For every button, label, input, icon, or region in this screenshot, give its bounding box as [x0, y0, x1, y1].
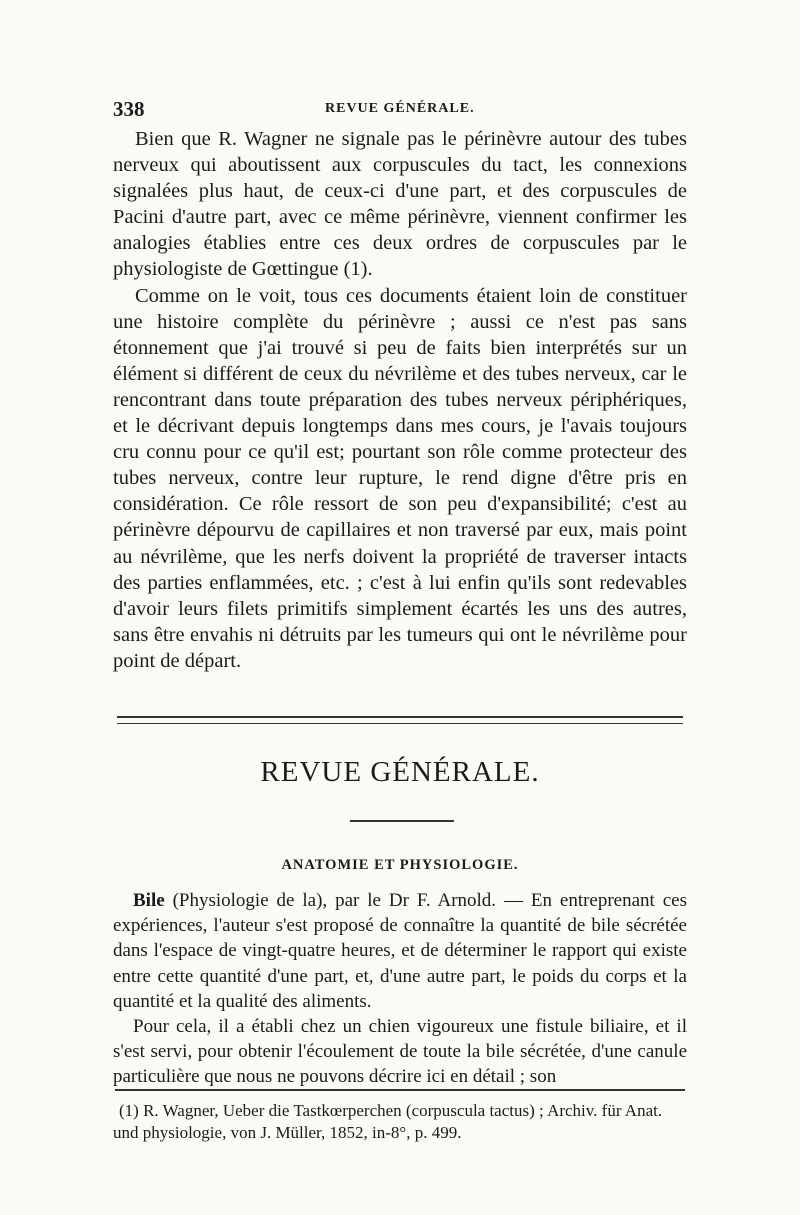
article-paragraph — [113, 888, 687, 1014]
section-title: REVUE GÉNÉRALE. — [260, 756, 540, 788]
article-lead-text: (Physiologie de la), par le Dr F. Arnold. — En entreprenant ces expériences, l'auteur s'est proposé de connaître la quantité de bile sécrétée dans l'espace de vingt-quatre heures, et de déterminer le rapport qui existe entre cette quantité d'une part, et, d'une autre part, le poids du corps et la quantité et la qualité des aliments. — [113, 890, 687, 1012]
short-divider — [350, 820, 454, 822]
running-title: REVUE GÉNÉRALE. — [325, 101, 475, 116]
body-text — [113, 126, 687, 674]
paragraph: Bien que R. Wagner ne signale pas le périnèvre autour des tubes nerveux qui aboutissent aux corpuscules du tact, les connexions signalées plus haut, de ceux-ci d'une part, et des corpuscules de Pacini d'autre part, avec ce même périnèvre, viennent confirmer les analogies établies entre ces deux ordres de corpuscules par le physiologiste de Gœttingue (1). — [113, 128, 687, 281]
article-paragraph: Pour cela, il a établi chez un chien vigoureux une fistule biliaire, et il s'est servi, pour obtenir l'écoulement de toute la bile sécrétée, d'une canule particulière que nous ne pouvons décrire ici en détail ; son — [113, 1016, 687, 1088]
footnote-divider — [115, 1089, 685, 1091]
footnote: (1) R. Wagner, Ueber die Tastkœrperchen (corpuscula tactus) ; Archiv. für Anat. und physiologie, von J. Müller, 1852, in-8°, p. 499. — [113, 1101, 663, 1142]
page-number: 338 — [113, 97, 145, 121]
article-text — [113, 888, 687, 1090]
subsection-title: ANATOMIE ET PHYSIOLOGIE. — [281, 857, 519, 873]
running-head — [113, 97, 685, 121]
paragraph: Comme on le voit, tous ces documents étaient loin de constituer une histoire complète du périnèvre ; aussi ce n'est pas sans étonnement que j'ai trouvé si peu de faits bien interprétés sur un élément si différent de ceux du névrilème et des tubes nerveux, car le rencontrant dans toute préparation des tubes nerveux périphériques, et le décrivant depuis longtemps dans mes cours, je l'avais toujours cru connu pour ce qu'il est; pourtant son rôle comme protecteur des tubes nerveux, contre leur rupture, le rend digne d'être pris en considération. Ce rôle ressort de son peu d'expansibilité; c'est au périnèvre dépourvu de capillaires et non traversé par eux, mais point au névrilème, que les nerfs doivent la propriété de traverser intacts des parties enflammées, etc. ; c'est à lui enfin qu'ils sont redevables d'avoir leurs filets primitifs simplement écartés les uns des autres, sans être envahis ni détruits par les tumeurs qui ont le névrilème pour point de départ. — [113, 284, 687, 672]
article-lead-word: Bile — [133, 890, 165, 911]
section-divider — [117, 716, 683, 724]
